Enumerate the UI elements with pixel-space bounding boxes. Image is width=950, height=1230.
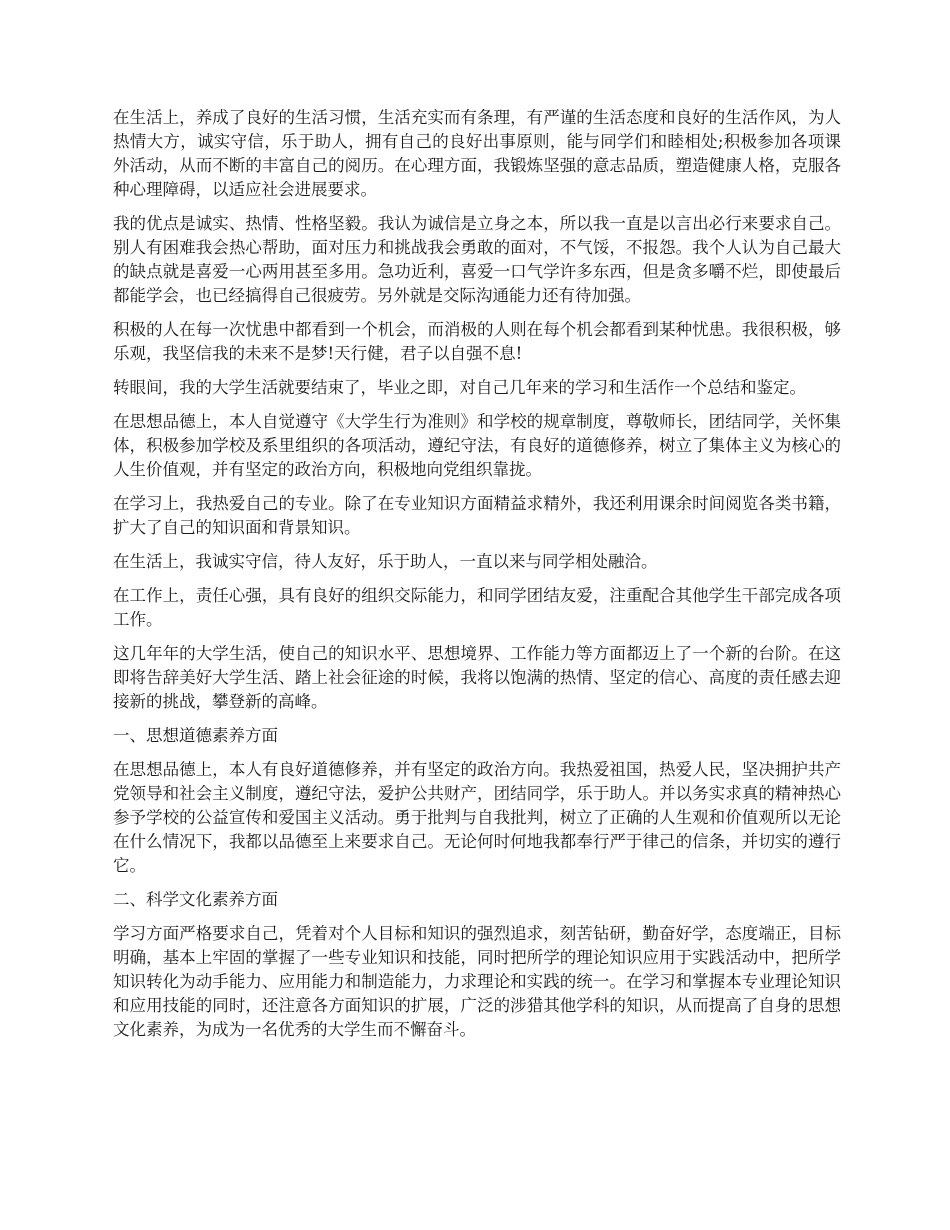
- section-heading-moral: 一、思想道德素养方面: [113, 726, 278, 745]
- paragraph-strengths-weaknesses: 我的优点是诚实、热情、性格坚毅。我认为诚信是立身之本，所以我一直是以言出必行来要求自己。别人有困难我会热心帮助，面对压力和挑战我会勇敢的面对，不气馁，不报怨。我个人认为自己最大的缺点就是喜爱一心两用甚至多用。急功近利，喜爱一口气学许多东西，但是贪多嚼不烂，即使最后都能学会，也已经搞得自己很疲劳。另外就是交际沟通能力还有待加强。: [113, 214, 841, 305]
- paragraph-life-habits: 在生活上，养成了良好的生活习惯，生活充实而有条理，有严谨的生活态度和良好的生活作风，为人热情大方，诚实守信，乐于助人，拥有自己的良好出事原则，能与同学们和睦相处;积极参加各项课外活动，从而不断的丰富自己的阅历。在心理方面，我锻炼坚强的意志品质，塑造健康人格，克服各种心理障碍，以适应社会进展要求。: [113, 108, 841, 199]
- paragraph-life: 在生活上，我诚实守信，待人友好，乐于助人，一直以来与同学相处融洽。: [113, 552, 658, 571]
- paragraph-optimism: 积极的人在每一次忧患中都看到一个机会，而消极的人则在每个机会都看到某种忧患。我很积极，够乐观，我坚信我的未来不是梦!天行健，君子以自强不息!: [113, 320, 841, 363]
- paragraph-science-culture-details: 学习方面严格要求自己，凭着对个人目标和知识的强烈追求，刻苦钻研，勤奋好学，态度端正，目标明确，基本上牢固的掌握了一些专业知识和技能，同时把所学的理论知识应用于实践活动中，把所学知识转化为动手能力、应用能力和制造能力，力求理论和实践的统一。在学习和掌握本专业理论知识和应用技能的同时，还注意各方面知识的扩展，广泛的涉猎其他学科的知识，从而提高了自身的思想文化素养，为成为一名优秀的大学生而不懈奋斗。: [113, 924, 841, 1039]
- paragraph-graduation-summary: 转眼间，我的大学生活就要结束了，毕业之即，对自己几年来的学习和生活作一个总结和鉴定。: [113, 378, 806, 397]
- paragraph-moral-details: 在思想品德上，本人有良好道德修养，并有坚定的政治方向。我热爱祖国，热爱人民，坚决拥护共产党领导和社会主义制度，遵纪守法，爱护公共财产，团结同学，乐于助人。并以务实求真的精神热心参予学校的公益宣传和爱国主义活动。勇于批判与自我批判，树立了正确的人生观和价值观所以无论在什么情况下，我都以品德至上来要求自己。无论何时何地我都奉行严于律己的信条，并切实的遵行它。: [113, 760, 841, 875]
- paragraph-study: 在学习上，我热爱自己的专业。除了在专业知识方面精益求精外，我还利用课余时间阅览各类书籍，扩大了自己的知识面和背景知识。: [113, 494, 841, 537]
- paragraph-work: 在工作上，责任心强，具有良好的组织交际能力，和同学团结友爱，注重配合其他学生干部完成各项工作。: [113, 586, 841, 629]
- document-body: [113, 106, 841, 1052]
- section-heading-science-culture: 二、科学文化素养方面: [113, 890, 278, 909]
- paragraph-university-years: 这几年年的大学生活，使自己的知识水平、思想境界、工作能力等方面都迈上了一个新的台阶。在这即将告辞美好大学生活、踏上社会征途的时候，我将以饱满的热情、坚定的信心、高度的责任感去迎接新的挑战，攀登新的高峰。: [113, 644, 841, 711]
- paragraph-moral-character: 在思想品德上，本人自觉遵守《大学生行为准则》和学校的规章制度，尊敬师长，团结同学，关怀集体，积极参加学校及系里组织的各项活动，遵纪守法，有良好的道德修养，树立了集体主义为核心的人生价值观，并有坚定的政治方向，积极地向党组织靠拢。: [113, 412, 841, 479]
